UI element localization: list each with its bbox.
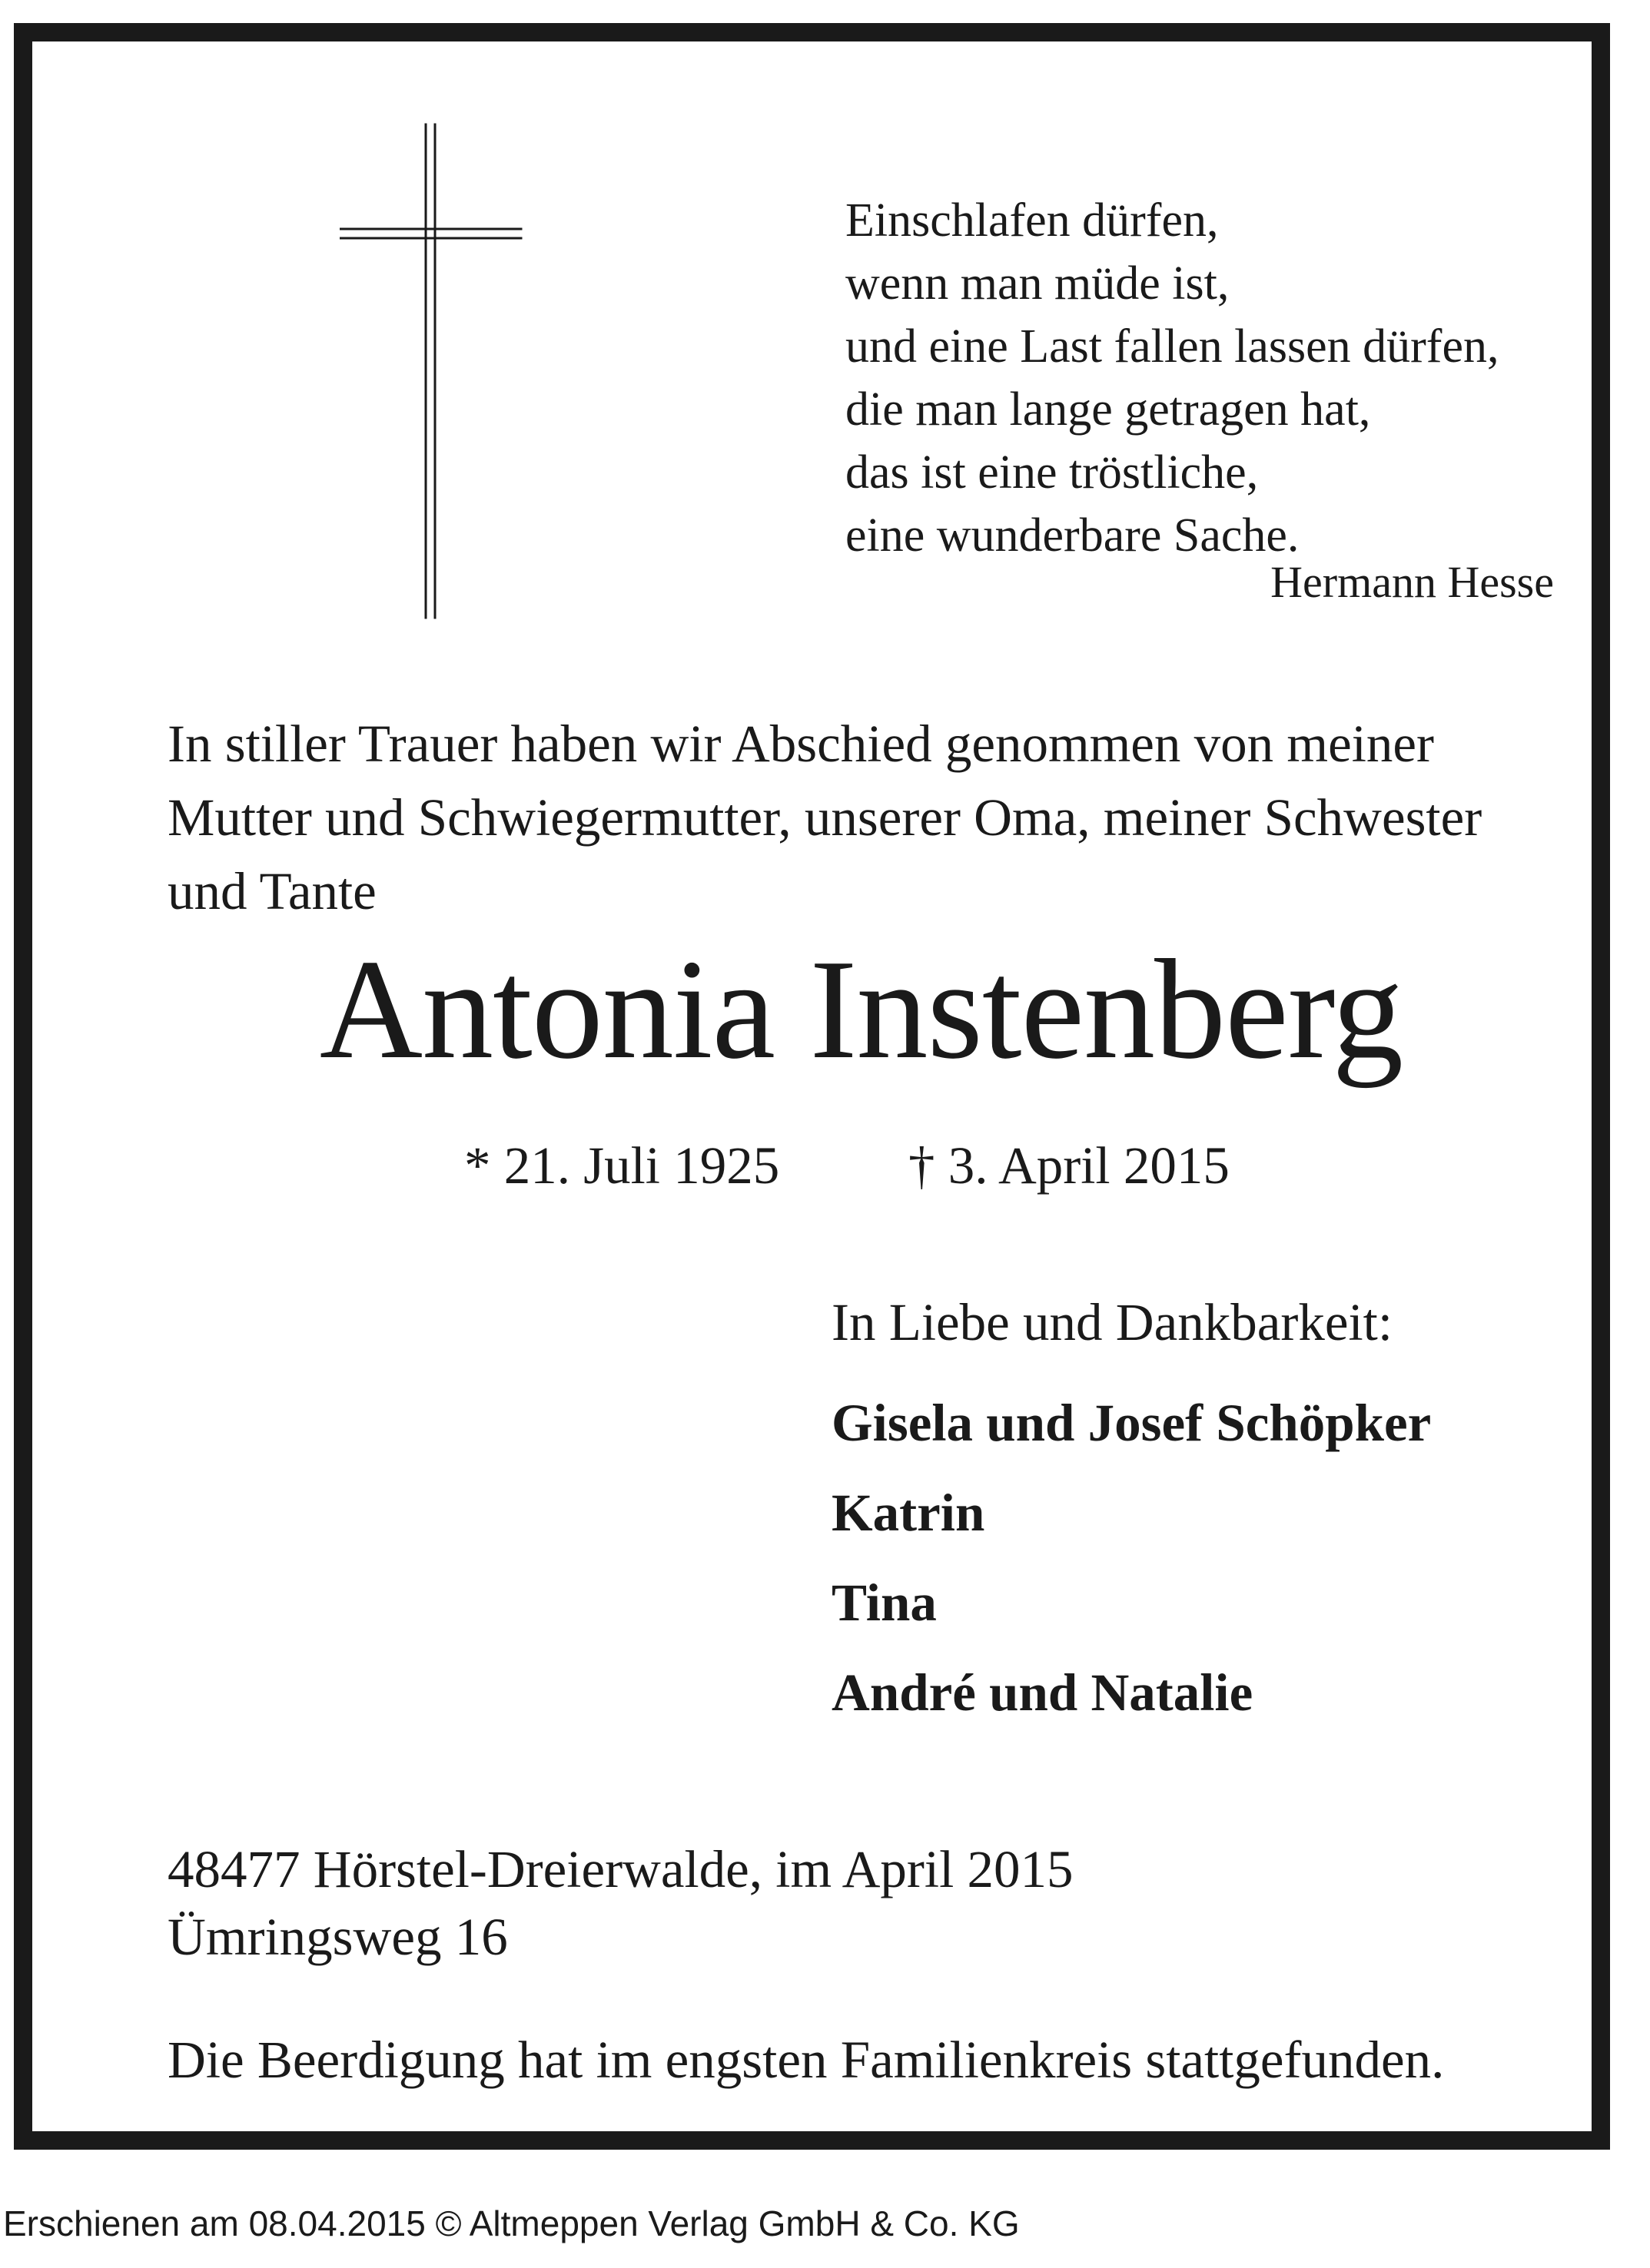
poem-line: die man lange getragen hat, [845,383,1371,436]
poem-line: eine wunderbare Sache. [845,509,1300,562]
notice-frame [14,23,1610,2150]
address-line: 48477 Hörstel-Dreierwalde, im April 2015 [168,1840,1074,1898]
address [168,1835,1074,1971]
burial-note: Die Beerdigung hat im engsten Familienkreis stattgefunden. [168,2031,1445,2089]
address-line: Ümringsweg 16 [168,1908,508,1966]
intro-line: Mutter und Schwiegermutter, unserer Oma, meiner Schwester [168,788,1482,847]
poem-line: das ist eine tröstliche, [845,446,1259,499]
death-date: † 3. April 2015 [908,1136,1230,1195]
publication-footer: Erschienen am 08.04.2015 © Altmeppen Verlag GmbH & Co. KG [3,2203,1020,2243]
thanks-line: In Liebe und Dankbarkeit: [832,1293,1393,1351]
poem-line: wenn man müde ist, [845,257,1230,310]
mourner-name: André und Natalie [832,1663,1253,1722]
mourner-name: Katrin [832,1484,985,1542]
deceased-name: Antonia Instenberg [319,930,1403,1089]
mourners-list [832,1378,1431,1738]
cross-icon [340,121,524,621]
mourner-name: Tina [832,1573,937,1632]
intro-line: In stiller Trauer haben wir Abschied genommen von meiner [168,715,1434,773]
poem [845,189,1499,567]
intro-line: und Tante [168,862,377,920]
birth-date: * 21. Juli 1925 [464,1136,780,1195]
mourner-name: Gisela und Josef Schöpker [832,1394,1432,1452]
poem-line: und eine Last fallen lassen dürfen, [845,320,1499,373]
poem-line: Einschlafen dürfen, [845,194,1219,247]
poem-author: Hermann Hesse [1270,557,1554,607]
intro-text [168,707,1566,928]
